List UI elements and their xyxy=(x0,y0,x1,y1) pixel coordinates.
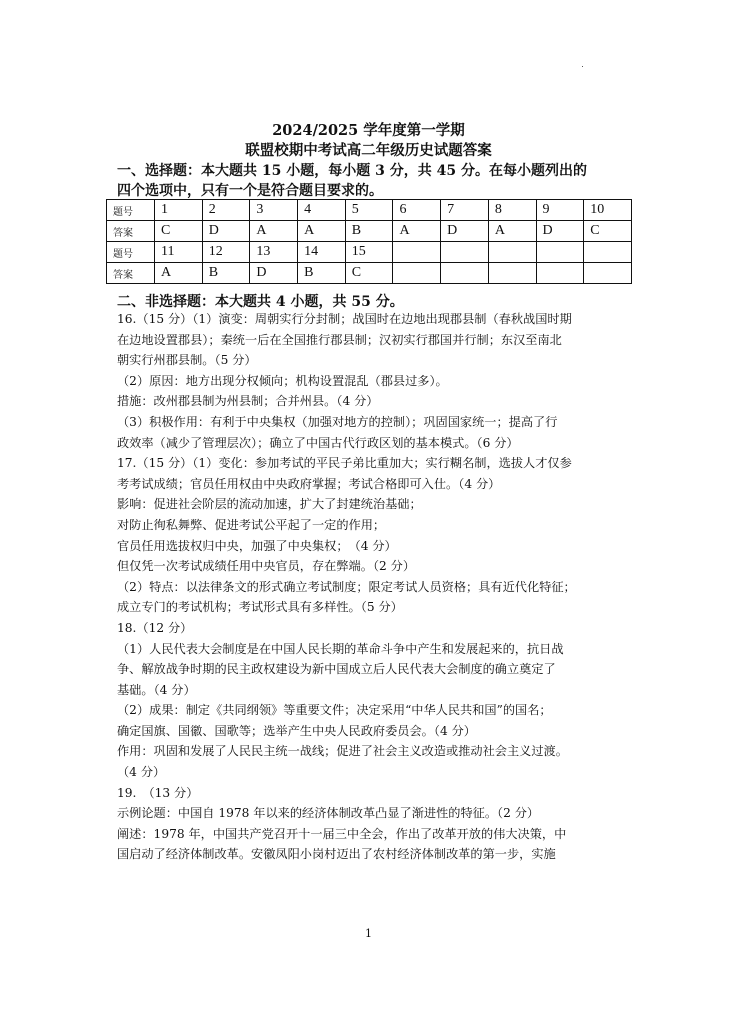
table-cell: D xyxy=(536,221,584,242)
table-cell: 8 xyxy=(488,200,536,221)
table-cell: 7 xyxy=(441,200,489,221)
table-cell: 3 xyxy=(250,200,298,221)
text-line: （2）成果：制定《共同纲领》等重要文件；决定采用“中华人民共和国”的国名； xyxy=(117,703,552,718)
table-cell: B xyxy=(202,263,250,284)
text-line: 成立专门的考试机构；考试形式具有多样性。（5 分） xyxy=(117,600,403,615)
table-cell: A xyxy=(155,263,203,284)
title-line-1: 2024/2025 学年度第一学期 xyxy=(272,122,465,139)
text-line: 确定国旗、国徽、国歌等；选举产生中央人民政府委员会。（4 分） xyxy=(117,723,476,738)
table-cell xyxy=(584,242,632,263)
text-line: 示例论题：中国自 1978 年以来的经济体制改革凸显了渐进性的特征。（2 分） xyxy=(117,806,540,821)
table-cell: 1 xyxy=(155,200,203,221)
table-cell: 15 xyxy=(345,242,393,263)
table-row xyxy=(107,242,632,263)
table-row xyxy=(107,200,632,221)
answer-table xyxy=(106,199,632,284)
text-line: 官员任用选拔权归中央，加强了中央集权； （4 分） xyxy=(117,538,397,553)
text-line: 朝实行州郡县制。（5 分） xyxy=(117,353,257,368)
title-line-2: 联盟校期中考试高二年级历史试题答案 xyxy=(245,142,492,159)
row-label-number: 题号 xyxy=(107,200,155,221)
table-row xyxy=(107,221,632,242)
table-cell: D xyxy=(202,221,250,242)
row-label-number: 题号 xyxy=(107,242,155,263)
text-line: （3）积极作用：有利于中央集权（加强对地方的控制）；巩固国家统一；提高了行 xyxy=(117,414,558,429)
text-line: 16.（15 分）（1）演变：周朝实行分封制；战国时在边地出现郡县制（春秋战国时期 xyxy=(117,312,572,326)
table-cell: 2 xyxy=(202,200,250,221)
page-number: 1 xyxy=(365,927,372,940)
text-line: 对防止徇私舞弊、促进考试公平起了一定的作用； xyxy=(117,517,386,532)
table-cell: 6 xyxy=(393,200,441,221)
text-line: 18.（12 分） xyxy=(117,620,193,635)
text-line: 基础。（4 分） xyxy=(117,682,196,697)
text-line: （2）特点：以法律条文的形式确立考试制度；限定考试人员资格；具有近代化特征； xyxy=(117,579,576,594)
table-cell: C xyxy=(584,221,632,242)
table-row xyxy=(107,263,632,284)
table-cell: 14 xyxy=(298,242,346,263)
text-line: 但仅凭一次考试成绩任用中央官员，存在弊端。（2 分） xyxy=(117,559,416,574)
table-cell: A xyxy=(250,221,298,242)
text-line: 影响：促进社会阶层的流动加速，扩大了封建统治基础； xyxy=(117,497,422,512)
text-line: 争、解放战争时期的民主政权建设为新中国成立后人民代表大会制度的确立奠定了 xyxy=(117,662,556,677)
text-line: 国启动了经济体制改革。安徽凤阳小岗村迈出了农村经济体制改革的第一步，实施 xyxy=(117,847,556,862)
table-cell xyxy=(393,242,441,263)
text-line: （2）原因：地方出现分权倾向；机构设置混乱（郡县过多）。 xyxy=(117,373,448,388)
table-cell: 13 xyxy=(250,242,298,263)
section1-heading-line1: 一、选择题：本大题共 15 小题，每小题 3 分，共 45 分。在每小题列出的 xyxy=(117,163,587,179)
table-cell: D xyxy=(250,263,298,284)
table-cell xyxy=(488,242,536,263)
text-line: 阐述：1978 年，中国共产党召开十一届三中全会，作出了改革开放的伟大决策，中 xyxy=(117,826,567,841)
table-cell: A xyxy=(298,221,346,242)
text-line: 政效率（减少了管理层次）；确立了中国古代行政区划的基本模式。（6 分） xyxy=(117,435,519,450)
row-label-answer: 答案 xyxy=(107,221,155,242)
table-cell: 5 xyxy=(345,200,393,221)
table-cell: A xyxy=(393,221,441,242)
table-cell: 12 xyxy=(202,242,250,263)
text-line: 措施：改州郡县制为州县制；合并州县。（4 分） xyxy=(117,394,379,409)
table-cell xyxy=(584,263,632,284)
table-cell: C xyxy=(345,263,393,284)
table-cell: 4 xyxy=(298,200,346,221)
table-cell xyxy=(536,242,584,263)
text-line: 17.（15 分）（1）变化：参加考试的平民子弟比重加大；实行糊名制，选拔人才仅参 xyxy=(117,456,572,471)
table-cell xyxy=(441,263,489,284)
row-label-answer: 答案 xyxy=(107,263,155,284)
table-cell: B xyxy=(345,221,393,242)
table-cell: 11 xyxy=(155,242,203,263)
table-cell: D xyxy=(441,221,489,242)
table-cell: A xyxy=(488,221,536,242)
text-line: （1）人民代表大会制度是在中国人民长期的革命斗争中产生和发展起来的，抗日战 xyxy=(117,641,564,656)
scan-dot xyxy=(582,66,583,67)
text-line: （4 分） xyxy=(117,765,166,780)
table-cell: 10 xyxy=(584,200,632,221)
table-cell xyxy=(536,263,584,284)
text-line: 考考试成绩；官员任用权由中央政府掌握；考试合格即可入仕。（4 分） xyxy=(117,476,501,491)
table-cell: B xyxy=(298,263,346,284)
table-cell xyxy=(393,263,441,284)
table-cell xyxy=(488,263,536,284)
text-line: 19. （13 分） xyxy=(117,785,199,800)
text-line: 在边地设置郡县）；秦统一后在全国推行郡县制；汉初实行郡国并行制；东汉至南北 xyxy=(117,332,562,347)
section2-heading: 二、非选择题：本大题共 4 小题，共 55 分。 xyxy=(117,294,404,310)
text-line: 作用：巩固和发展了人民民主统一战线；促进了社会主义改造或推动社会主义过渡。 xyxy=(117,744,568,759)
table-cell: C xyxy=(155,221,203,242)
section1-heading-line2: 四个选项中，只有一个是符合题目要求的。 xyxy=(117,183,383,199)
table-cell xyxy=(441,242,489,263)
table-cell: 9 xyxy=(536,200,584,221)
answer-text-body xyxy=(117,309,637,865)
